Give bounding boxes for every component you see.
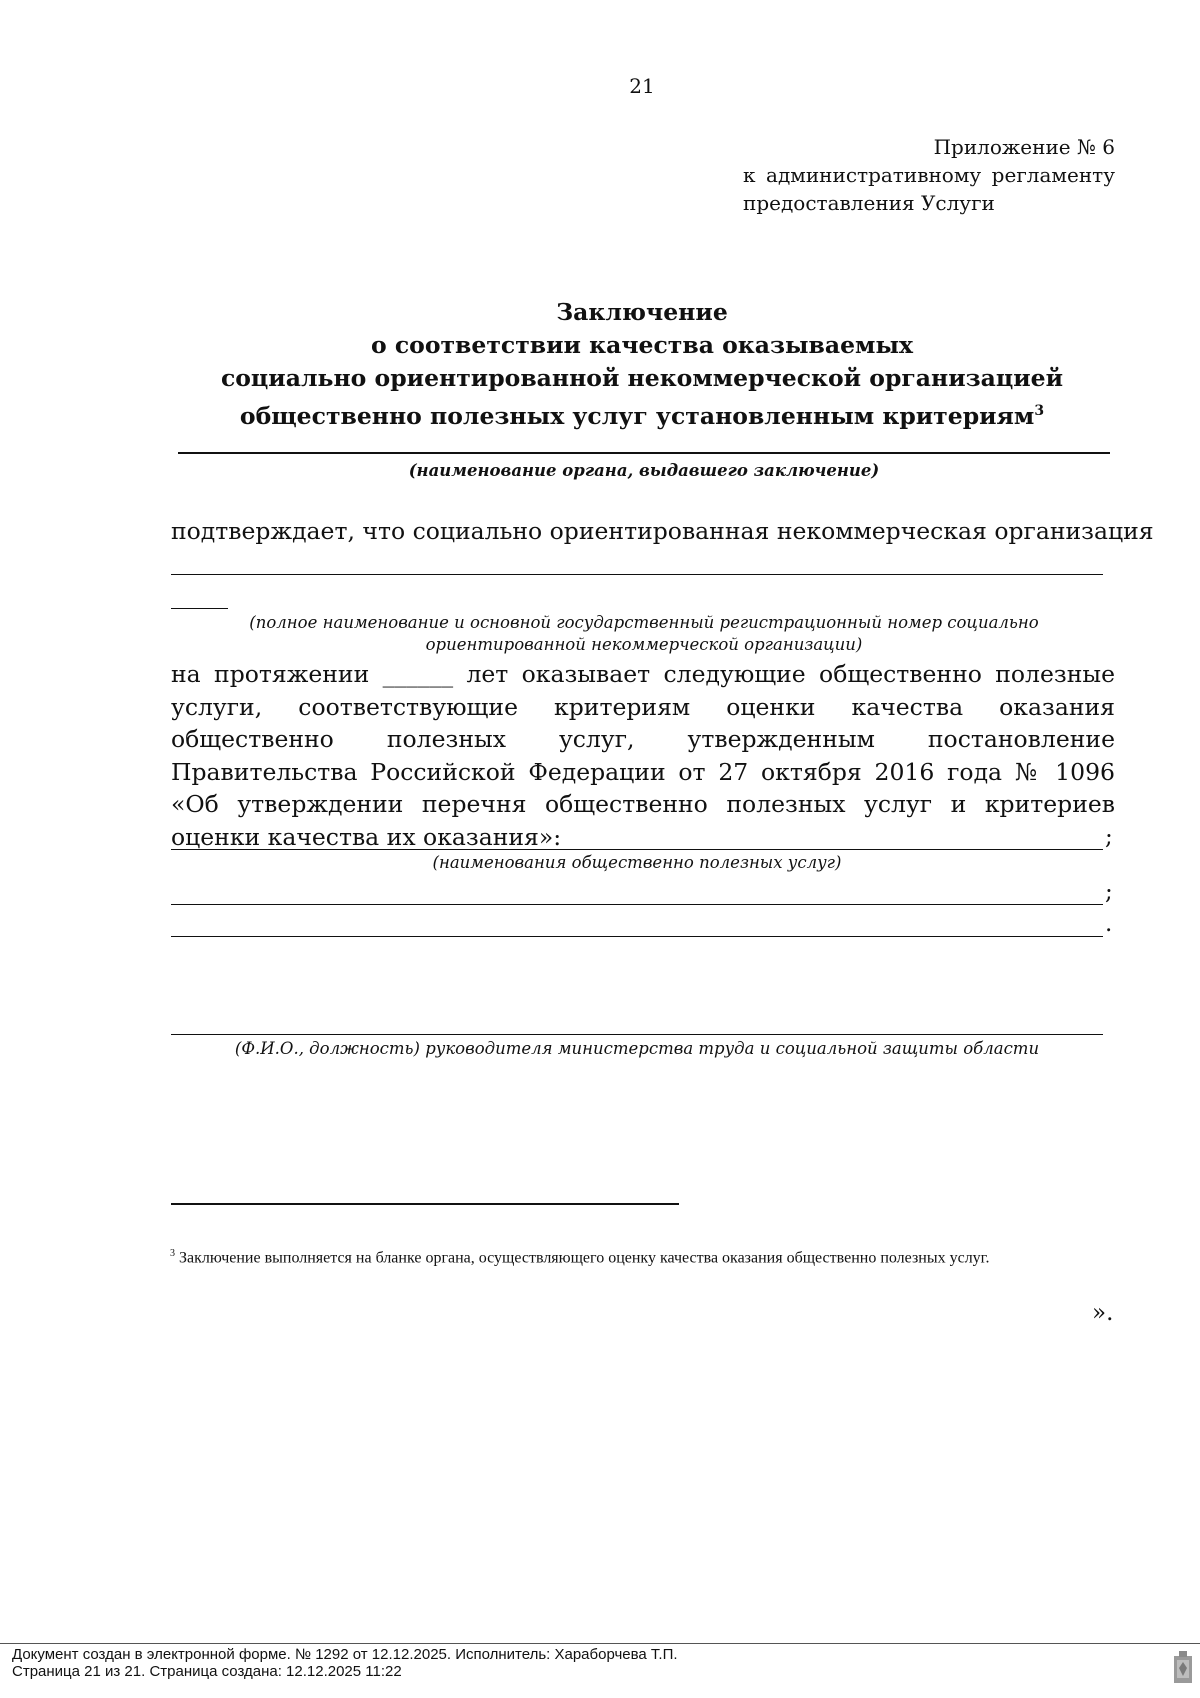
title-line-last	[170, 395, 1114, 433]
service-field-2[interactable]	[171, 904, 1103, 905]
issuer-name-field[interactable]	[178, 452, 1110, 454]
emblem-icon	[1173, 1650, 1193, 1684]
paragraph-rest: лет оказывает следующие общественно полезные услуги, соответствующие критериям оценки качества оказания общественно полезных услуг, утвержденным постановление Правительства Российской Федерации от 27 октября 2016 года № 1096 «Об утверждении перечня общественно полезных услуг и критериев оценки качества их оказания»:	[171, 660, 1115, 851]
footnote-separator	[171, 1203, 679, 1205]
line-end-period: .	[1105, 911, 1113, 937]
title-line: социально ориентированной некоммерческой организацией	[220, 364, 1064, 392]
confirms-text: подтверждает, что социально ориентированная некоммерческая организация	[171, 517, 1154, 545]
line-end-semicolon: ;	[1105, 824, 1113, 850]
service-field-1[interactable]	[171, 849, 1103, 850]
signatory-field[interactable]	[171, 1034, 1103, 1035]
footnote-reference: 3	[1034, 403, 1045, 419]
document-title	[170, 296, 1114, 433]
footnote-text: Заключение выполняется на бланке органа, осуществляющего оценку качества оказания общественно полезных услуг.	[179, 1249, 990, 1267]
issuer-caption: (наименование органа, выдавшего заключение)	[408, 461, 880, 480]
paragraph-start: на протяжении	[171, 660, 370, 688]
signatory-caption: (Ф.И.О., должность) руководителя министерства труда и социальной защиты области	[234, 1039, 1040, 1058]
footnote	[170, 1248, 1130, 1267]
appendix-subject: предоставления Услуги	[743, 191, 995, 215]
services-paragraph	[171, 658, 1115, 853]
years-field[interactable]: ______	[382, 660, 454, 688]
appendix-number: Приложение № 6	[933, 135, 1115, 159]
line-end-semicolon: ;	[1105, 879, 1113, 905]
stamp-line-1: Документ создан в электронной форме. № 1292 от 12.12.2025. Исполнитель: Хараборчева Т.П.	[12, 1646, 678, 1663]
services-caption: (наименования общественно полезных услуг)	[432, 853, 842, 872]
organization-name-field-tail[interactable]	[171, 608, 228, 609]
page-number: 21	[629, 74, 655, 98]
organization-name-field[interactable]	[171, 574, 1103, 575]
appendix-header	[743, 133, 1115, 217]
stamp-divider	[0, 1643, 1200, 1644]
title-line-text: общественно полезных услуг установленным критериям	[239, 401, 1035, 430]
stamp-line-2: Страница 21 из 21. Страница создана: 12.12.2025 11:22	[12, 1663, 402, 1680]
footnote-mark: 3	[170, 1248, 175, 1259]
appendix-reference: к административному регламенту	[743, 163, 1115, 187]
closing-quote: ».	[1092, 1300, 1114, 1326]
electronic-document-stamp	[12, 1646, 678, 1680]
organization-caption: (полное наименование и основной государственный регистрационный номер социально ориентированной некоммерческой организации)	[249, 613, 1039, 654]
title-line: о соответствии качества оказываемых	[370, 331, 914, 359]
service-field-3[interactable]	[171, 936, 1103, 937]
title-line: Заключение	[556, 298, 728, 326]
